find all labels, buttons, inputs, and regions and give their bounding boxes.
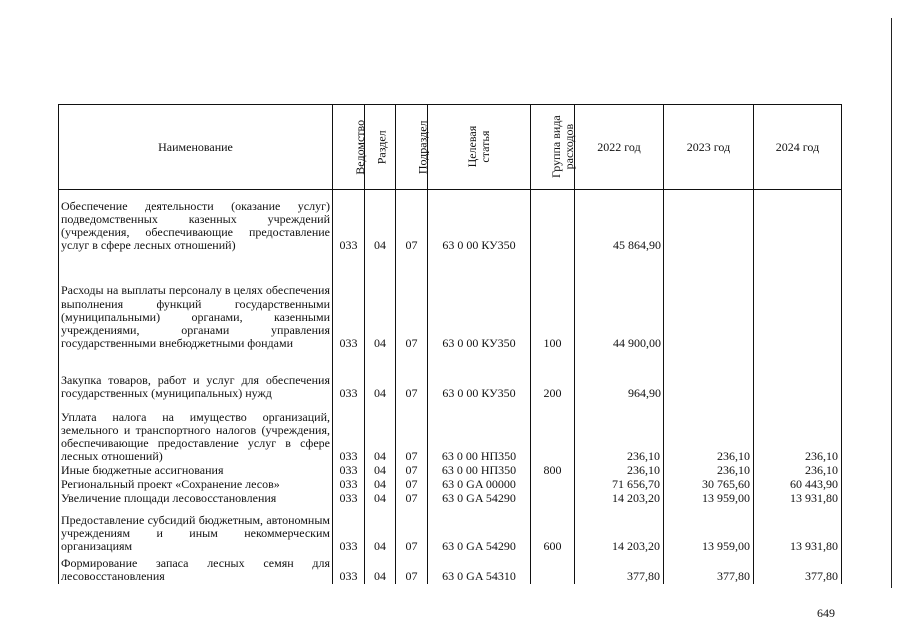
row-name: Закупка товаров, работ и услуг для обеспечения государственных (муниципальных) нужд (59, 351, 333, 401)
row-2024 (754, 190, 842, 253)
row-2023: 13 959,00 (664, 492, 754, 506)
row-ved: 033 (333, 351, 365, 401)
row-2024 (754, 351, 842, 401)
row-celevaya-statya: 63 0 GA 54290 (428, 492, 531, 506)
row-celevaya-statya: 63 0 00 КУ350 (428, 351, 531, 401)
row-2023 (664, 253, 754, 351)
row-gruppa-vida (531, 401, 575, 464)
row-podrazdel: 07 (396, 554, 428, 584)
row-2024: 13 931,80 (754, 506, 842, 554)
header-podrazdel: Подраздел (396, 105, 428, 190)
row-2023: 236,10 (664, 401, 754, 464)
row-2024: 236,10 (754, 464, 842, 478)
header-name: Наименование (59, 105, 333, 190)
row-gruppa-vida: 100 (531, 253, 575, 351)
row-2023 (664, 351, 754, 401)
page-number: 649 (817, 606, 835, 620)
row-celevaya-statya: 63 0 00 НП350 (428, 401, 531, 464)
row-gruppa-vida (531, 478, 575, 492)
row-ved: 033 (333, 506, 365, 554)
header-2023: 2023 год (664, 105, 754, 190)
row-name: Увеличение площади лесовосстановления (59, 492, 333, 506)
row-ved: 033 (333, 554, 365, 584)
row-2022: 71 656,70 (575, 478, 664, 492)
row-razdel: 04 (365, 554, 396, 584)
row-razdel: 04 (365, 401, 396, 464)
row-name: Формирование запаса лесных семян для лесовосстановления (59, 554, 333, 584)
row-razdel: 04 (365, 464, 396, 478)
row-razdel: 04 (365, 478, 396, 492)
row-ved: 033 (333, 464, 365, 478)
row-2024 (754, 253, 842, 351)
row-2022: 236,10 (575, 401, 664, 464)
row-2022: 964,90 (575, 351, 664, 401)
row-podrazdel: 07 (396, 190, 428, 253)
row-gruppa-vida: 200 (531, 351, 575, 401)
row-name: Предоставление субсидий бюджетным, автономным учреждениям и иным некоммерческим организациям (59, 506, 333, 554)
table-row (59, 401, 842, 464)
row-razdel: 04 (365, 506, 396, 554)
row-2023: 377,80 (664, 554, 754, 584)
row-razdel: 04 (365, 492, 396, 506)
row-razdel: 04 (365, 190, 396, 253)
row-gruppa-vida: 600 (531, 506, 575, 554)
row-celevaya-statya: 63 0 GA 54310 (428, 554, 531, 584)
row-podrazdel: 07 (396, 401, 428, 464)
row-2024: 236,10 (754, 401, 842, 464)
row-ved: 033 (333, 401, 365, 464)
table-row (59, 554, 842, 584)
row-podrazdel: 07 (396, 464, 428, 478)
row-2024: 13 931,80 (754, 492, 842, 506)
row-podrazdel: 07 (396, 506, 428, 554)
header-gruppa-vida-rashodov: Группа вида расходов (531, 105, 575, 190)
row-2023: 30 765,60 (664, 478, 754, 492)
row-ved: 033 (333, 478, 365, 492)
row-celevaya-statya: 63 0 GA 54290 (428, 506, 531, 554)
row-2022: 44 900,00 (575, 253, 664, 351)
row-2022: 45 864,90 (575, 190, 664, 253)
row-podrazdel: 07 (396, 492, 428, 506)
row-podrazdel: 07 (396, 253, 428, 351)
header-2024: 2024 год (754, 105, 842, 190)
table-row (59, 464, 842, 478)
table-row (59, 190, 842, 253)
row-celevaya-statya: 63 0 00 КУ350 (428, 190, 531, 253)
header-2022: 2022 год (575, 105, 664, 190)
budget-table (58, 104, 842, 584)
row-2022: 14 203,20 (575, 492, 664, 506)
row-ved: 033 (333, 492, 365, 506)
row-ved: 033 (333, 190, 365, 253)
row-2023: 236,10 (664, 464, 754, 478)
header-razdel: Раздел (365, 105, 396, 190)
table-row (59, 253, 842, 351)
row-2022: 14 203,20 (575, 506, 664, 554)
table-row (59, 492, 842, 506)
row-gruppa-vida: 800 (531, 464, 575, 478)
row-name: Обеспечение деятельности (оказание услуг) подведомственных казенных учреждений (учреждения, обеспечивающие предоставление услуг в сфере лесных отношений) (59, 190, 333, 253)
scan-edge-line (891, 18, 892, 588)
header-celevaya-statya: Целевая статья (428, 105, 531, 190)
row-celevaya-statya: 63 0 00 НП350 (428, 464, 531, 478)
table-header-row (59, 105, 842, 190)
row-name: Региональный проект «Сохранение лесов» (59, 478, 333, 492)
table-row (59, 351, 842, 401)
row-name: Иные бюджетные ассигнования (59, 464, 333, 478)
header-ved: Ведомство (333, 105, 365, 190)
row-celevaya-statya: 63 0 00 КУ350 (428, 253, 531, 351)
row-name: Расходы на выплаты персоналу в целях обеспечения выполнения функций государственными (муниципальными) органами, казенными учреждениями, органами управления государственными внебюджетными фондами (59, 253, 333, 351)
row-razdel: 04 (365, 253, 396, 351)
row-ved: 033 (333, 253, 365, 351)
row-2022: 236,10 (575, 464, 664, 478)
row-podrazdel: 07 (396, 478, 428, 492)
row-razdel: 04 (365, 351, 396, 401)
table-row (59, 478, 842, 492)
row-gruppa-vida (531, 190, 575, 253)
row-celevaya-statya: 63 0 GA 00000 (428, 478, 531, 492)
row-name: Уплата налога на имущество организаций, земельного и транспортного налогов (учреждения, обеспечивающие предоставление услуг в сфере лесных отношений) (59, 401, 333, 464)
table-row (59, 506, 842, 554)
row-2023: 13 959,00 (664, 506, 754, 554)
row-gruppa-vida (531, 554, 575, 584)
row-2024: 377,80 (754, 554, 842, 584)
row-2022: 377,80 (575, 554, 664, 584)
row-2024: 60 443,90 (754, 478, 842, 492)
row-gruppa-vida (531, 492, 575, 506)
row-2023 (664, 190, 754, 253)
row-podrazdel: 07 (396, 351, 428, 401)
